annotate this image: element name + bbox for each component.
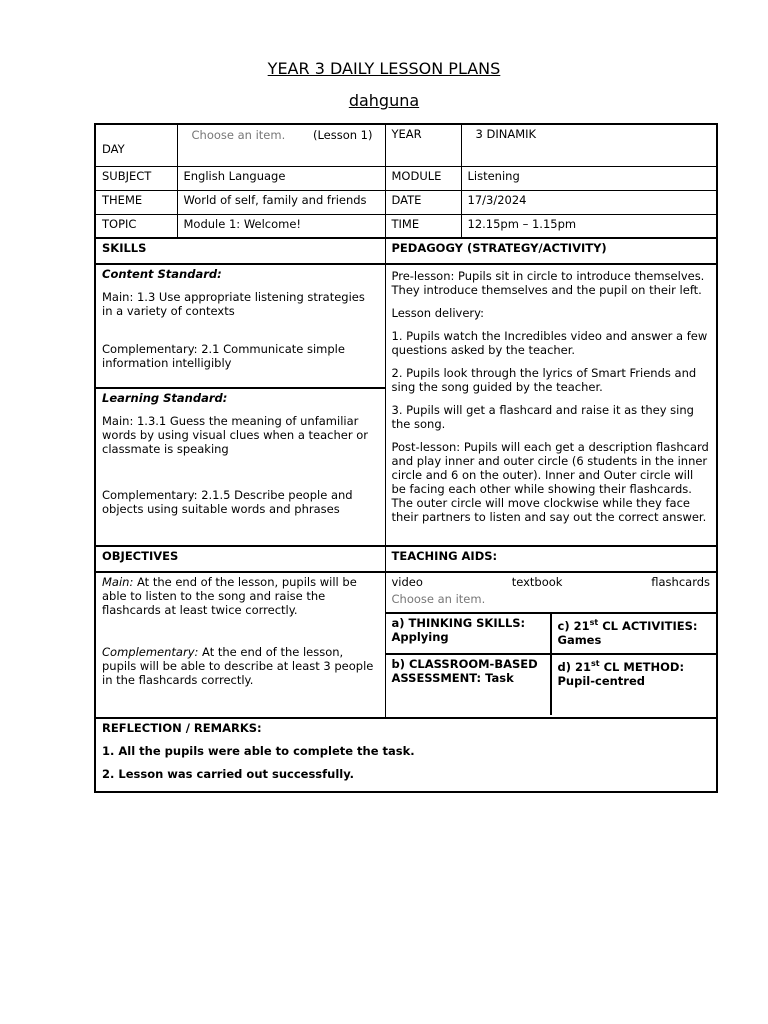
reflection-line-2: 2. Lesson was carried out successfully. [102,767,355,781]
assessment-cell [386,654,551,715]
thinking-skills-value: Applying [391,630,449,644]
aids-list [386,573,717,614]
objectives-cell [95,572,385,718]
teaching-aids-heading: TEACHING AIDS: [385,546,717,572]
aids-cell [385,572,717,718]
topic-label: TOPIC [95,214,177,238]
content-standard-label: Content Standard: [102,267,222,281]
pedagogy-heading: PEDAGOGY (STRATEGY/ACTIVITY) [385,238,717,264]
skills-heading-row [95,238,717,264]
aids-subtable [386,614,717,715]
pedagogy-step-3: 3. Pupils will get a flashcard and raise it as they sing the song. [391,403,694,431]
lesson-plan-table [94,123,718,793]
day-dropdown[interactable]: Choose an item. [191,128,286,142]
pedagogy-pre-lesson: Pre-lesson: Pupils sit in circle to introduce themselves. They introduce themselves and the pupil on their left. [391,269,705,297]
aids-dropdown[interactable]: Choose an item. [391,592,486,606]
cl-activities-value: Games [557,632,602,647]
objective-main: Main: At the end of the lesson, pupils will be able to listen to the song and raise the flashcards at least twice correctly. [102,575,357,617]
content-standard-cell [95,264,385,388]
day-label: DAY [95,124,177,166]
cl-method-label: d) 21st CL METHOD: [557,659,685,674]
info-row-topic [95,214,717,238]
info-row-theme [95,190,717,214]
objectives-row [95,572,717,718]
pedagogy-step-1: 1. Pupils watch the Incredibles video and answer a few questions asked by the teacher. [391,329,708,357]
skills-heading: SKILLS [95,238,385,264]
reflection-heading: REFLECTION / REMARKS: [102,721,262,735]
year-label: YEAR [385,124,461,166]
aid-flashcards: flashcards [651,575,711,589]
pedagogy-delivery-label: Lesson delivery: [391,306,484,320]
reflection-line-1: 1. All the pupils were able to complete the task. [102,744,415,758]
year-value: 3 DINAMIK [461,124,717,166]
module-value: Listening [461,166,717,190]
lesson-number: (Lesson 1) [312,128,373,142]
day-cell [177,124,385,166]
cl-activities-cell [551,614,717,654]
subject-label: SUBJECT [95,166,177,190]
page-title: YEAR 3 DAILY LESSON PLANS [267,59,501,78]
aid-video: video [391,575,423,589]
content-standard-comp: Complementary: 2.1 Communicate simple information intelligibly [102,342,345,370]
module-label: MODULE [385,166,461,190]
objectives-heading: OBJECTIVES [95,546,385,572]
content-standard-row [95,264,717,388]
cl-method-cell [551,654,717,715]
date-value: 17/3/2024 [461,190,717,214]
pedagogy-cell [385,264,717,546]
cl-method-value: Pupil-centred [557,673,646,688]
reflection-row [95,718,717,792]
learning-standard-comp: Complementary: 2.1.5 Describe people and objects using suitable words and phrases [102,488,353,516]
time-label: TIME [385,214,461,238]
aid-textbook: textbook [511,575,563,589]
learning-standard-label: Learning Standard: [102,391,228,405]
page-subtitle: dahguna [348,91,420,110]
date-label: DATE [385,190,461,214]
learning-standard-main: Main: 1.3.1 Guess the meaning of unfamiliar words by using visual clues when a teacher or classmate is speaking [102,414,368,456]
content-standard-main: Main: 1.3 Use appropriate listening strategies in a variety of contexts [102,290,365,318]
subject-value: English Language [177,166,385,190]
pedagogy-step-2: 2. Pupils look through the lyrics of Smart Friends and sing the song guided by the teacher. [391,366,697,394]
thinking-skills-label: a) THINKING SKILLS: [391,616,526,630]
info-row-day [95,124,717,166]
theme-value: World of self, family and friends [177,190,385,214]
assessment-label: b) CLASSROOM-BASED ASSESSMENT: [391,657,538,685]
topic-value: Module 1: Welcome! [177,214,385,238]
thinking-skills-cell [386,614,551,654]
reflection-cell [95,718,717,792]
info-row-subject [95,166,717,190]
theme-label: THEME [95,190,177,214]
objective-comp: Complementary: At the end of the lesson, pupils will be able to describe at least 3 people in the flashcards correctly. [102,645,374,687]
assessment-value: Task [485,671,514,685]
pedagogy-post-lesson: Post-lesson: Pupils will each get a description flashcard and play inner and outer circle (6 students in the inner circle and 6 on the outer). Inner and Outer circle will be facing each other while showing their flashcards. The outer circle will move clockwise while they face their partners to listen and say out the correct answer. [391,440,709,524]
learning-standard-cell [95,388,385,546]
time-value: 12.15pm – 1.15pm [461,214,717,238]
objectives-heading-row [95,546,717,572]
cl-activities-label: c) 21st CL ACTIVITIES: [557,618,698,633]
